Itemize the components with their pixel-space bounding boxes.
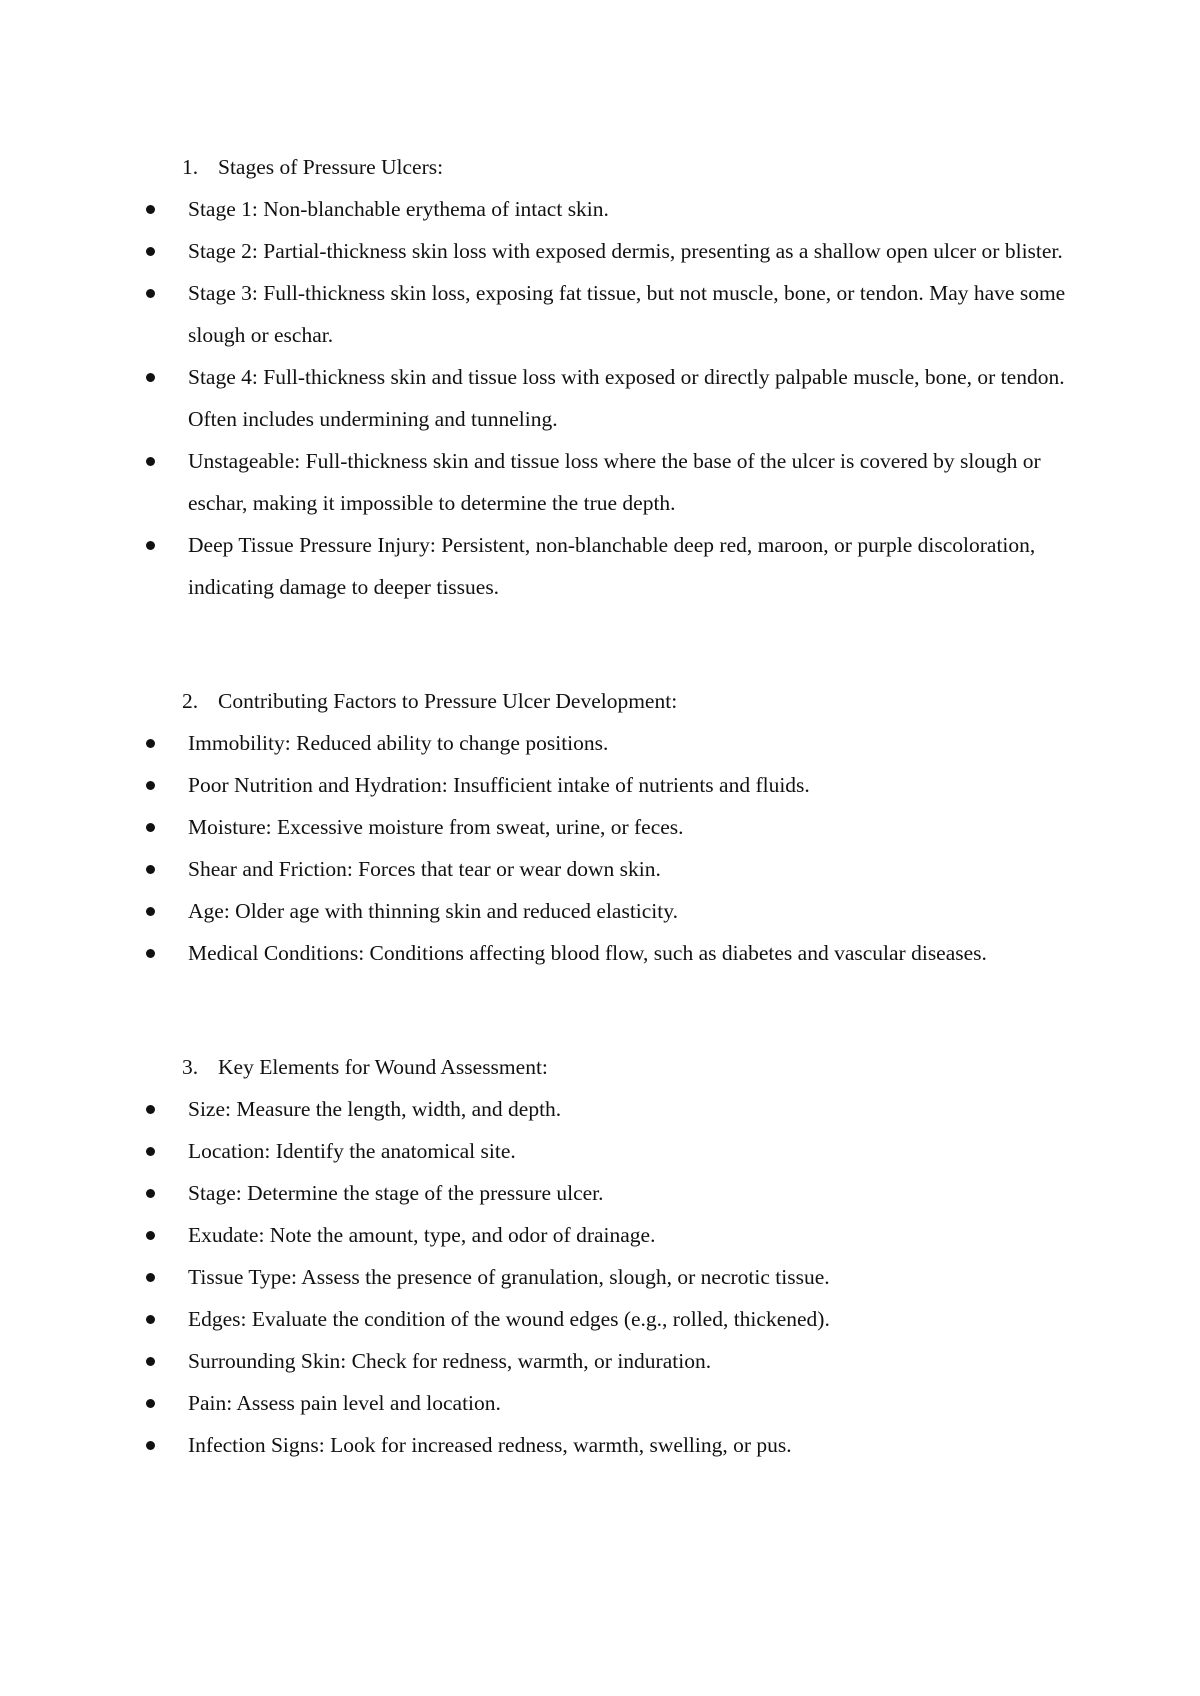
list-item-text: Stage 4: Full-thickness skin and tissue loss with exposed or directly palpable muscle, bone, or tendon. Often includes undermining and tunneling. bbox=[188, 365, 1065, 431]
list-item bbox=[140, 764, 1078, 806]
list-item bbox=[140, 932, 1078, 974]
list-item bbox=[140, 1130, 1078, 1172]
list-item-text: Deep Tissue Pressure Injury: Persistent, non-blanchable deep red, maroon, or purple discoloration, indicating damage to deeper tissues. bbox=[188, 533, 1036, 599]
section-number: 1. bbox=[182, 155, 199, 179]
list-item bbox=[140, 356, 1078, 440]
list-item-text: Size: Measure the length, width, and depth. bbox=[188, 1097, 562, 1121]
bullet-icon bbox=[146, 907, 155, 916]
bullet-icon bbox=[146, 1441, 155, 1450]
bullet-icon bbox=[146, 865, 155, 874]
list-item-text: Stage 2: Partial-thickness skin loss with exposed dermis, presenting as a shallow open ulcer or blister. bbox=[188, 239, 1063, 263]
bullet-icon bbox=[146, 1357, 155, 1366]
list-item-text: Location: Identify the anatomical site. bbox=[188, 1139, 516, 1163]
list-item-text: Stage 1: Non-blanchable erythema of intact skin. bbox=[188, 197, 609, 221]
bullet-icon bbox=[146, 247, 155, 256]
bullet-icon bbox=[146, 1189, 155, 1198]
bullet-icon bbox=[146, 541, 155, 550]
section-spacer bbox=[140, 974, 1080, 1046]
bullet-icon bbox=[146, 1315, 155, 1324]
section-contributing-factors bbox=[140, 680, 1080, 974]
bullet-icon bbox=[146, 781, 155, 790]
list-item-text: Tissue Type: Assess the presence of granulation, slough, or necrotic tissue. bbox=[188, 1265, 830, 1289]
section-title: Contributing Factors to Pressure Ulcer Development: bbox=[218, 689, 678, 713]
bullet-icon bbox=[146, 1147, 155, 1156]
list-item bbox=[140, 848, 1078, 890]
list-item bbox=[140, 1424, 1078, 1466]
list-item bbox=[140, 1088, 1078, 1130]
list-item bbox=[140, 188, 1078, 230]
list-item bbox=[140, 1256, 1078, 1298]
list-item bbox=[140, 890, 1078, 932]
list-item-text: Edges: Evaluate the condition of the wound edges (e.g., rolled, thickened). bbox=[188, 1307, 830, 1331]
list-item-text: Shear and Friction: Forces that tear or wear down skin. bbox=[188, 857, 661, 881]
bullet-icon bbox=[146, 949, 155, 958]
list-item bbox=[140, 1382, 1078, 1424]
bullet-icon bbox=[146, 1231, 155, 1240]
list-item-text: Surrounding Skin: Check for redness, warmth, or induration. bbox=[188, 1349, 712, 1373]
list-item bbox=[140, 1172, 1078, 1214]
section-spacer bbox=[140, 608, 1080, 680]
bullet-icon bbox=[146, 1399, 155, 1408]
list-item bbox=[140, 1298, 1078, 1340]
list-item-text: Age: Older age with thinning skin and reduced elasticity. bbox=[188, 899, 678, 923]
list-item bbox=[140, 440, 1078, 524]
list-item bbox=[140, 722, 1078, 764]
list-item bbox=[140, 524, 1078, 608]
section-number: 3. bbox=[182, 1055, 199, 1079]
list-item-text: Stage: Determine the stage of the pressure ulcer. bbox=[188, 1181, 604, 1205]
list-item bbox=[140, 1340, 1078, 1382]
document-body bbox=[140, 146, 1080, 1466]
list-item-text: Poor Nutrition and Hydration: Insufficient intake of nutrients and fluids. bbox=[188, 773, 810, 797]
list-item-text: Pain: Assess pain level and location. bbox=[188, 1391, 501, 1415]
bullet-icon bbox=[146, 823, 155, 832]
list-item-text: Unstageable: Full-thickness skin and tissue loss where the base of the ulcer is covered by slough or eschar, making it impossible to determine the true depth. bbox=[188, 449, 1041, 515]
list-item-text: Moisture: Excessive moisture from sweat, urine, or feces. bbox=[188, 815, 684, 839]
list-item-text: Infection Signs: Look for increased redness, warmth, swelling, or pus. bbox=[188, 1433, 792, 1457]
bullet-icon bbox=[146, 289, 155, 298]
bullet-icon bbox=[146, 457, 155, 466]
section-key-elements-wound-assessment bbox=[140, 1046, 1080, 1466]
list-item-text: Medical Conditions: Conditions affecting blood flow, such as diabetes and vascular diseases. bbox=[188, 941, 987, 965]
bullet-icon bbox=[146, 739, 155, 748]
list-item-text: Exudate: Note the amount, type, and odor of drainage. bbox=[188, 1223, 656, 1247]
list-item bbox=[140, 806, 1078, 848]
section-heading bbox=[140, 1046, 1080, 1088]
list-item bbox=[140, 1214, 1078, 1256]
section-heading bbox=[140, 680, 1080, 722]
bullet-icon bbox=[146, 373, 155, 382]
section-heading bbox=[140, 146, 1080, 188]
bullet-icon bbox=[146, 205, 155, 214]
section-title: Key Elements for Wound Assessment: bbox=[218, 1055, 548, 1079]
section-stages-of-pressure-ulcers bbox=[140, 146, 1080, 608]
section-number: 2. bbox=[182, 689, 199, 713]
section-title: Stages of Pressure Ulcers: bbox=[218, 155, 444, 179]
bullet-icon bbox=[146, 1105, 155, 1114]
list-item-text: Stage 3: Full-thickness skin loss, exposing fat tissue, but not muscle, bone, or tendon. May have some slough or eschar. bbox=[188, 281, 1066, 347]
list-item bbox=[140, 272, 1078, 356]
bullet-icon bbox=[146, 1273, 155, 1282]
list-item bbox=[140, 230, 1078, 272]
list-item-text: Immobility: Reduced ability to change positions. bbox=[188, 731, 609, 755]
